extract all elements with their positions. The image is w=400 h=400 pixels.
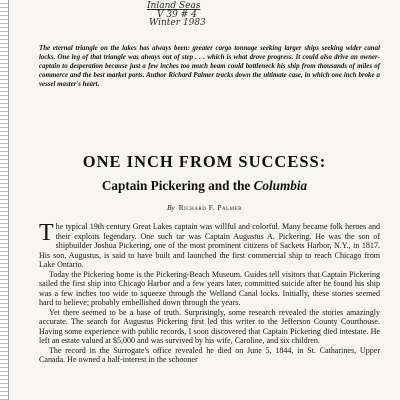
article-body <box>39 222 380 365</box>
article-subtitle <box>9 178 400 194</box>
ship-name: Columbia <box>253 178 308 193</box>
byline <box>9 203 400 212</box>
binder-edge <box>0 0 9 400</box>
body-paragraph <box>39 222 380 270</box>
body-paragraph: Today the Pickering home is the Pickering-Beach Museum. Guides tell visitors that Captain Pickering sailed the first ship into Chicago Harbor and a few years later, committed suicide after he found his ship was a few inches too wide to squeeze through the Welland Canal locks. Initially, these stories seemed hard to believe; probably embellished down through the years. <box>39 269 380 307</box>
intro-blurb: The eternal triangle on the lakes has always been: greater cargo tonnage seeking larger ships seeking wider canal locks. One leg of that triangle was always out of step . . . which is what drove progress. It could also drive an owner-captain to desperation because just a few inches too much beam could bottleneck his ship from thousands of miles of commerce and the best market ports. Author Richard Palmer tracks down the ultimate case, in which one inch broke a vessel master's heart. <box>39 45 380 89</box>
handwritten-note-line: Winter 1983 <box>149 18 206 28</box>
paragraph-text: he typical 19th century Great Lakes captain was willful and colorful. Many became folk heroes and their exploits legendary. One such tar was Captain Augustus A. Pickering. He was the son of shipbuilder Joshua Pickering, one of the most prominent citizens of Sackets Harbor, N.Y., in 1817. His son, Augustus, is said to have built and launched the first commercial ship to reach Chicago from Lake Ontario. <box>39 222 380 269</box>
handwritten-note-line: Inland Seas <box>147 1 201 11</box>
body-paragraph: Yet there seemed to be a base of truth. Surprisingly, some research revealed the stories amazingly accurate. The search for Augustus Pickering first led this writer to the Jefferson County Courthouse. Having some experience with public records, I soon discovered that Captain Pickering died intestate. He left an estate valued at $5,000 and was survived by his wife, Caroline, and six children. <box>39 307 380 345</box>
document-page <box>9 0 400 400</box>
article-title: ONE INCH FROM SUCCESS: <box>82 152 327 171</box>
drop-cap: T <box>39 220 54 246</box>
byline-prefix: By <box>166 203 175 212</box>
author-name: Richard F. Palmer <box>178 203 243 212</box>
handwritten-note-line: V 39 # 4 <box>157 9 197 20</box>
subtitle-text: Captain Pickering and the <box>101 178 254 193</box>
handwritten-note <box>147 2 217 28</box>
body-paragraph: The record in the Surrogate's office revealed he died on June 5, 1844, in St. Catharines, Upper Canada. He owned a half-interest in the schooner <box>39 345 380 364</box>
